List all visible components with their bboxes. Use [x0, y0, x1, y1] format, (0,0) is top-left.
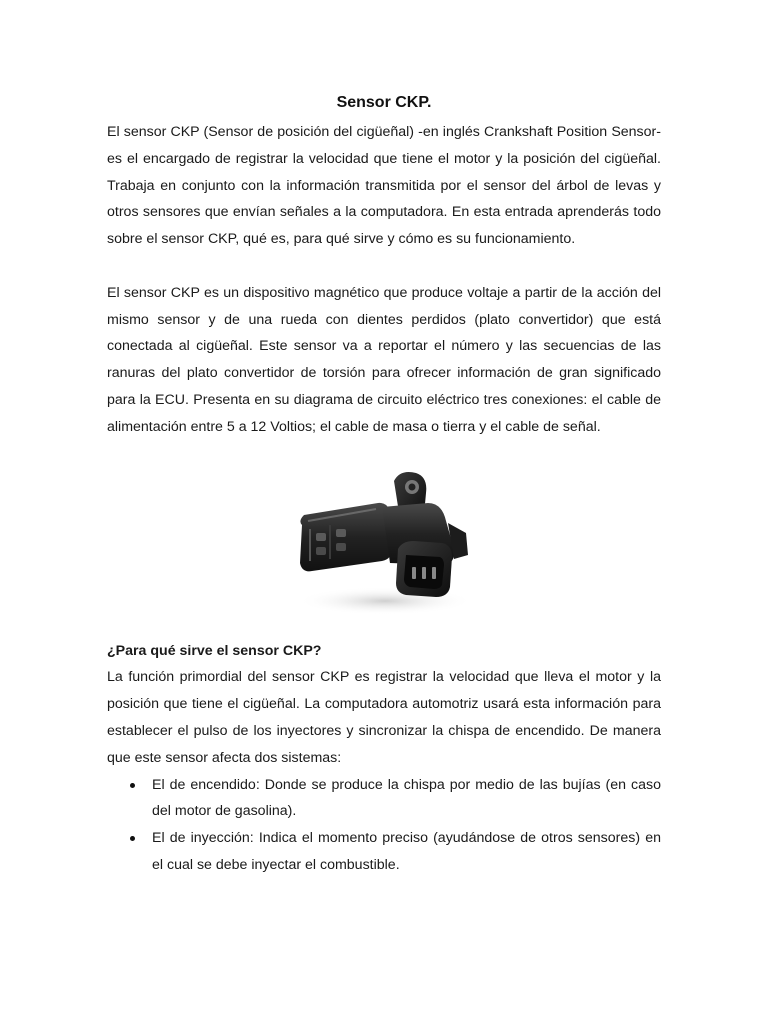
- bullet-icon: [130, 783, 135, 788]
- list-item: [107, 825, 661, 879]
- list-item-text: El de inyección: Indica el momento preciso (ayudándose de otros sensores) en el cual se debe inyectar el combustible.: [152, 830, 661, 873]
- sensor-figure: [107, 463, 661, 638]
- list-item: [107, 772, 661, 826]
- document-title: Sensor CKP.: [336, 94, 432, 111]
- intro-paragraph: El sensor CKP (Sensor de posición del cigüeñal) -en inglés Crankshaft Position Sensor- es el encargado de registrar la velocidad que tiene el motor y la posición del cigüeñal. Trabaja en conjunto con la información transmitida por el sensor del árbol de levas y otros sensores que envían señales a la computadora. En esta entrada aprenderás todo sobre el sensor CKP, qué es, para qué sirve y cómo es su funcionamiento.: [107, 124, 661, 248]
- section-paragraph: La función primordial del sensor CKP es registrar la velocidad que lleva el motor y la posición que tiene el cigüeñal. La computadora automotriz usará esta información para establecer el pulso de los inyectores y sincronizar la chispa de encendido. De manera que este sensor afecta dos sistemas:: [107, 669, 661, 766]
- description-paragraph: El sensor CKP es un dispositivo magnético que produce voltaje a partir de la acción del mismo sensor y de una rueda con dientes perdidos (plato convertidor) que está conectada al cigüeñal. Este sensor va a reportar el número y las secuencias de las ranuras del plato convertidor de torsión para ofrecer información de gran significado para la ECU. Presenta en su diagrama de circuito eléctrico tres conexiones: el cable de alimentación entre 5 a 12 Voltios; el cable de masa o tierra y el cable de señal.: [107, 284, 661, 435]
- ckp-sensor-image: [290, 463, 480, 623]
- section-heading: ¿Para qué sirve el sensor CKP?: [107, 642, 322, 659]
- list-item-text: El de encendido: Donde se produce la chispa por medio de las bujías (en caso del motor de gasolina).: [152, 776, 661, 820]
- bullet-icon: [130, 836, 135, 841]
- document-page: [107, 92, 661, 879]
- bullet-list: [107, 772, 661, 879]
